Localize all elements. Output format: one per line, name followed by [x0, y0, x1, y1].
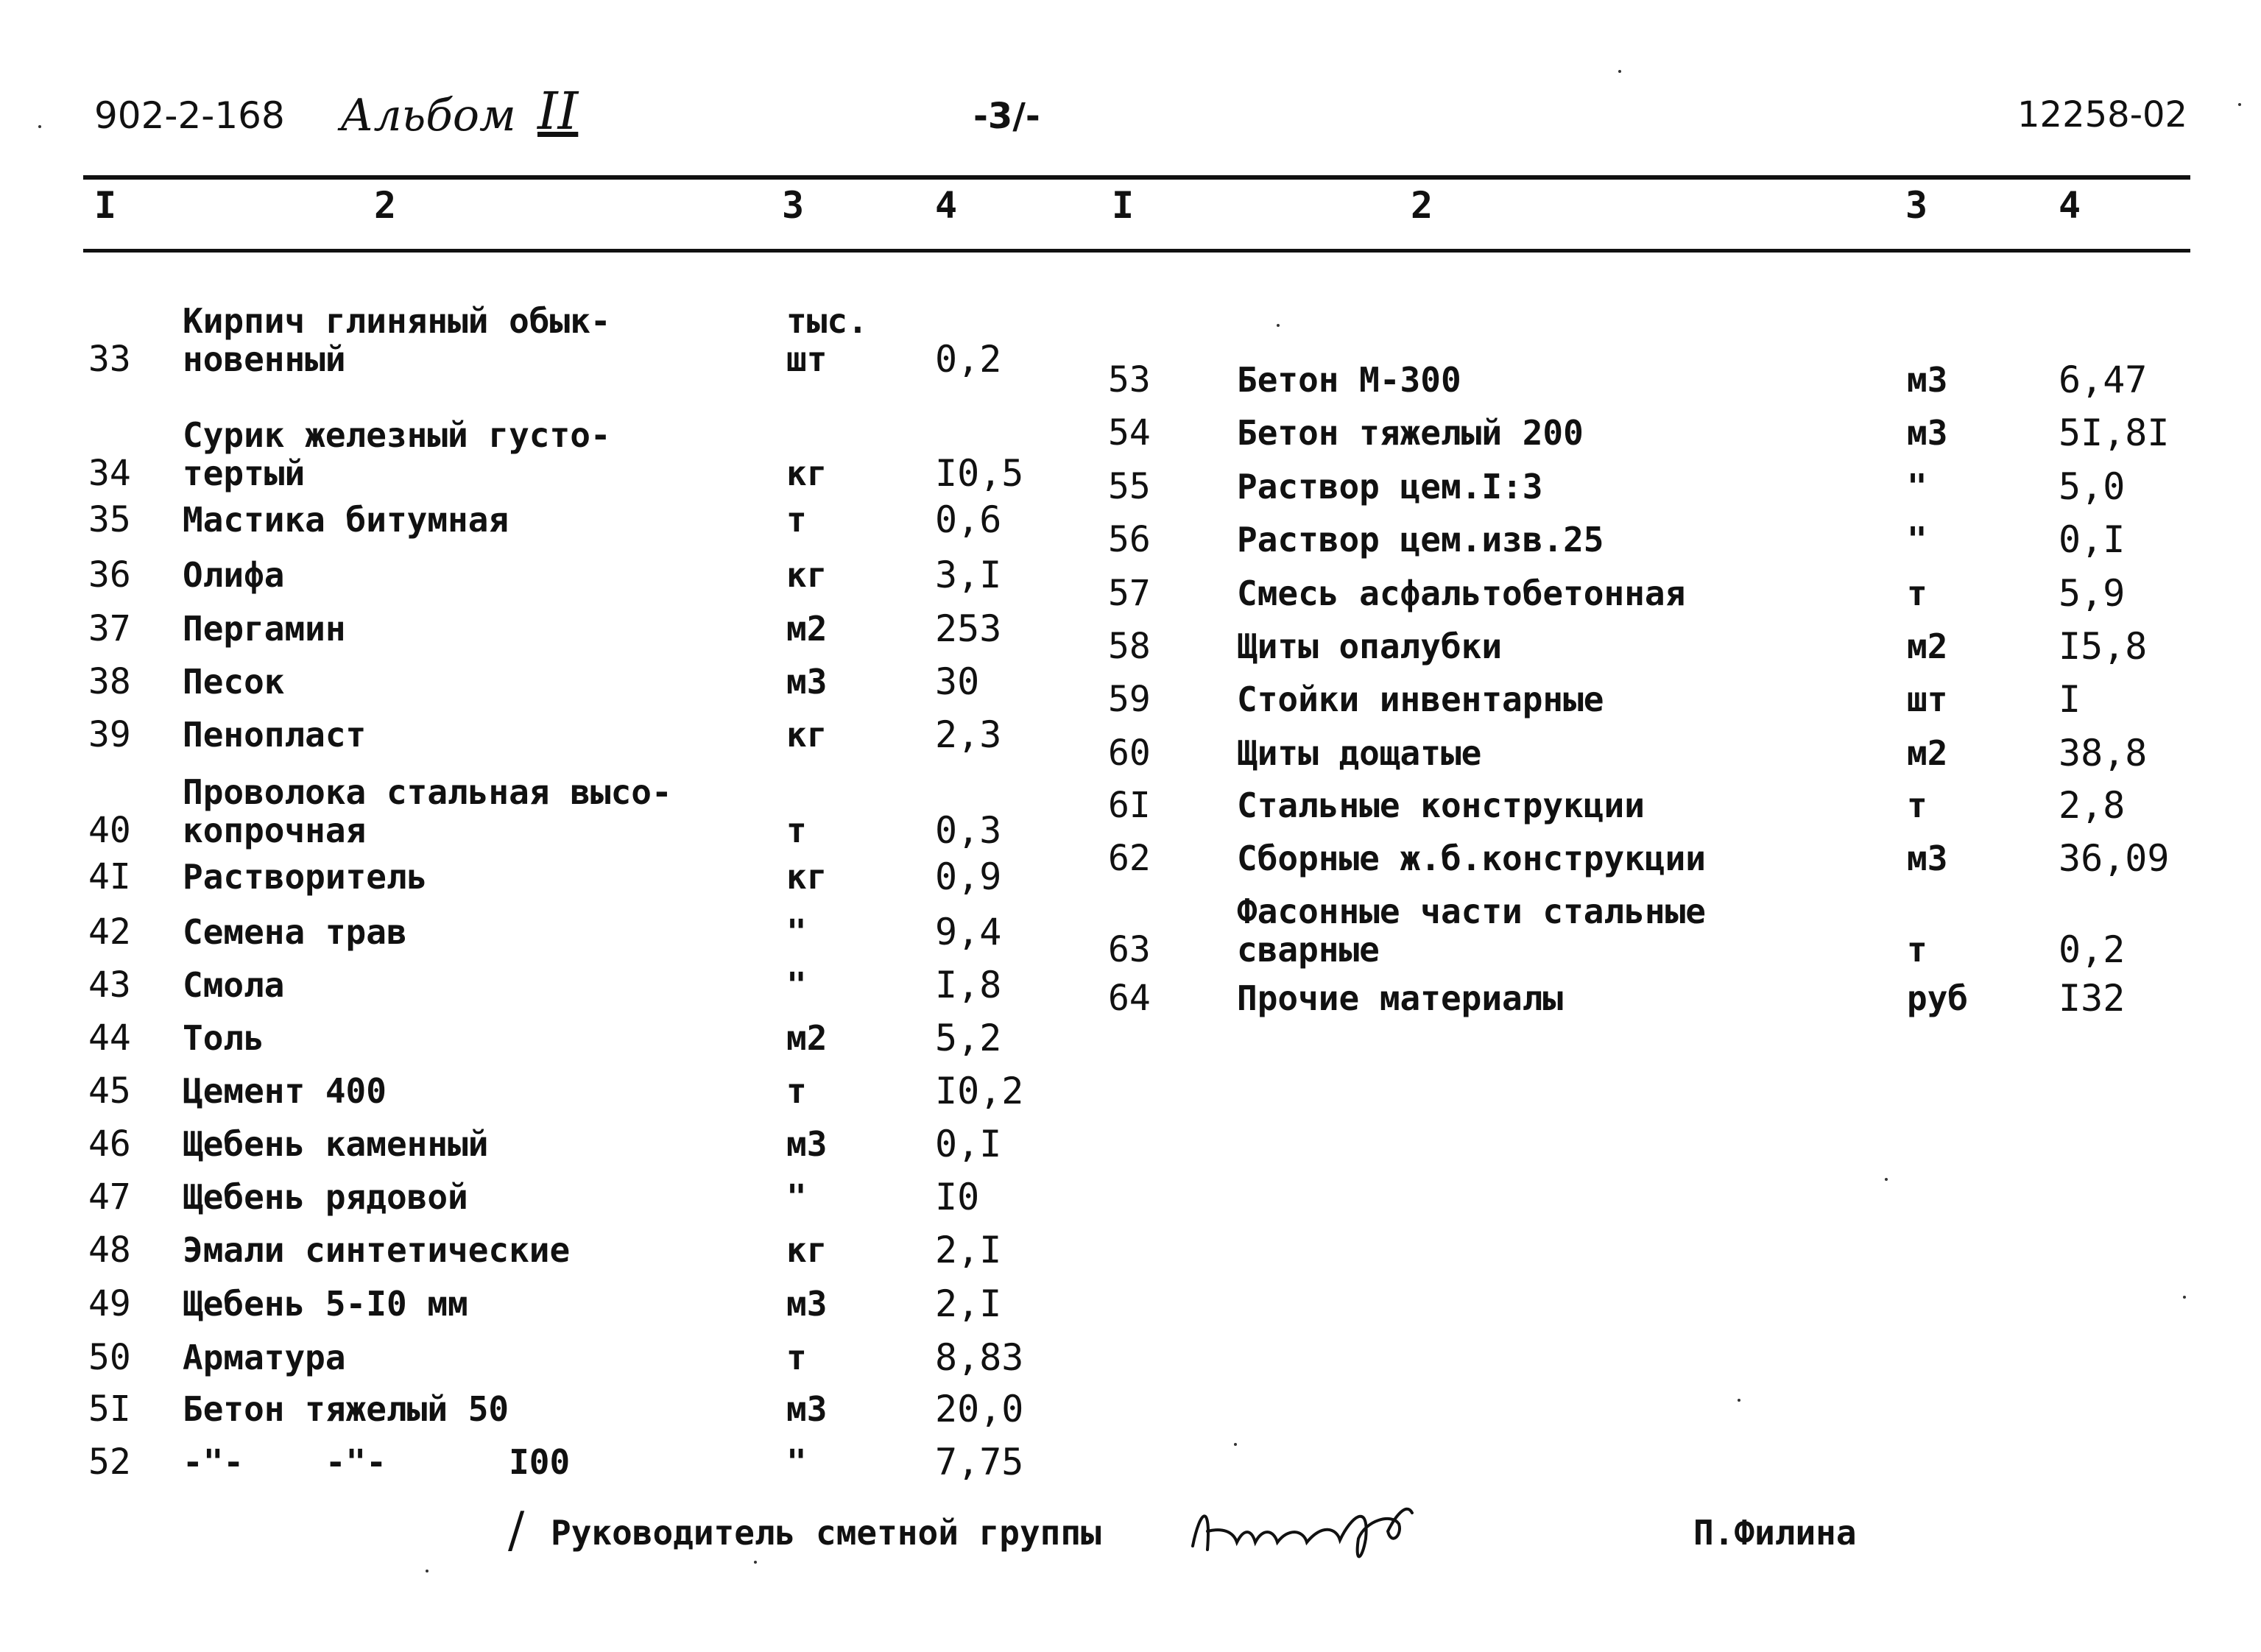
- left-row-quantity: I,8: [935, 964, 1002, 1006]
- left-row-number: 52: [88, 1441, 131, 1483]
- left-row-unit: ": [786, 1442, 807, 1482]
- right-row-unit: руб: [1907, 978, 1969, 1018]
- scan-speck: [1277, 324, 1280, 327]
- left-row-material-name: Смола: [183, 965, 285, 1005]
- scan-speck: [1885, 1178, 1888, 1181]
- right-row-unit: т: [1907, 930, 1927, 970]
- top-rule: [83, 175, 2190, 180]
- left-row-quantity: I0,5: [935, 452, 1024, 495]
- left-row-quantity: 9,4: [935, 911, 1002, 953]
- right-row-quantity: 5,0: [2059, 465, 2126, 508]
- handwritten-signature: [1178, 1487, 1472, 1568]
- left-row-material-name: Пенопласт: [183, 715, 367, 755]
- left-row-number: 46: [88, 1123, 131, 1165]
- left-row-quantity: 20,0: [935, 1388, 1024, 1430]
- left-row-quantity: 2,3: [935, 713, 1002, 756]
- right-row-unit: шт: [1907, 679, 1948, 719]
- left-row-material-name: Бетон тяжелый 50: [183, 1389, 509, 1429]
- left-row-quantity: 30: [935, 660, 980, 703]
- left-row-material-name: Кирпич глиняный обык- новенный: [183, 301, 611, 379]
- left-row-number: 36: [88, 554, 131, 596]
- right-row-unit: м3: [1907, 360, 1948, 400]
- right-row-number: 56: [1108, 519, 1151, 560]
- scan-speck: [2183, 1296, 2186, 1299]
- col-header-right-2: 2: [1411, 184, 1433, 227]
- right-row-quantity: 5I,8I: [2059, 412, 2170, 454]
- left-row-number: 34: [88, 453, 131, 494]
- left-row-unit: м2: [786, 1018, 828, 1058]
- left-row-quantity: 0,9: [935, 855, 1002, 898]
- left-row-quantity: 0,3: [935, 809, 1002, 852]
- left-row-unit: ": [786, 1177, 807, 1217]
- right-row-number: 6I: [1108, 785, 1151, 826]
- left-row-material-name: Толь: [183, 1018, 264, 1058]
- left-row-material-name: Арматура: [183, 1338, 346, 1377]
- scan-speck: [38, 125, 41, 128]
- col-header-right-3: 3: [1905, 184, 1928, 227]
- right-row-number: 64: [1108, 978, 1151, 1019]
- left-row-number: 50: [88, 1337, 131, 1378]
- left-row-number: 44: [88, 1017, 131, 1059]
- left-row-unit: м3: [786, 1284, 828, 1324]
- right-row-quantity: 36,09: [2059, 837, 2170, 880]
- left-row-unit: м2: [786, 609, 828, 649]
- left-row-quantity: 0,2: [935, 338, 1002, 381]
- left-row-number: 4I: [88, 856, 131, 897]
- left-row-unit: тыс. шт: [786, 301, 868, 379]
- footer-role: Руководитель сметной группы: [551, 1513, 1101, 1553]
- left-row-material-name: Растворитель: [183, 857, 428, 897]
- left-row-quantity: 5,2: [935, 1017, 1002, 1059]
- right-row-quantity: 0,I: [2059, 518, 2126, 561]
- left-row-unit: м3: [786, 662, 828, 702]
- right-row-quantity: I5,8: [2059, 625, 2148, 668]
- right-row-material-name: Стальные конструкции: [1237, 786, 1645, 825]
- album-label: Альбом: [340, 90, 516, 141]
- right-row-number: 53: [1108, 359, 1151, 400]
- right-row-unit: ": [1907, 467, 1927, 506]
- left-row-material-name: Проволока стальная высо- копрочная: [183, 772, 672, 850]
- col-header-left-3: 3: [782, 184, 805, 227]
- right-row-unit: т: [1907, 573, 1927, 613]
- album-numeral: II: [537, 81, 579, 141]
- right-row-material-name: Смесь асфальтобетонная: [1237, 573, 1686, 613]
- right-row-material-name: Стойки инвентарные: [1237, 679, 1604, 719]
- left-row-material-name: Щебень рядовой: [183, 1177, 468, 1217]
- right-row-material-name: Бетон тяжелый 200: [1237, 413, 1584, 453]
- right-row-material-name: Щиты опалубки: [1237, 626, 1503, 666]
- right-row-material-name: Щиты дощатые: [1237, 733, 1482, 773]
- left-row-number: 37: [88, 608, 131, 649]
- col-header-left-2: 2: [374, 184, 397, 227]
- left-row-number: 39: [88, 714, 131, 755]
- left-row-number: 40: [88, 810, 131, 851]
- left-row-quantity: 2,I: [935, 1229, 1002, 1271]
- right-row-unit: м2: [1907, 733, 1948, 773]
- right-row-quantity: 38,8: [2059, 732, 2148, 774]
- left-row-unit: ": [786, 912, 807, 952]
- right-row-number: 57: [1108, 573, 1151, 614]
- left-row-quantity: 8,83: [935, 1336, 1024, 1379]
- left-row-material-name: Сурик железный густо- тертый: [183, 415, 611, 493]
- left-row-material-name: Пергамин: [183, 609, 346, 649]
- right-row-material-name: Фасонные части стальные сварные: [1237, 892, 1706, 970]
- left-row-number: 35: [88, 499, 131, 540]
- left-row-material-name: Щебень 5-I0 мм: [183, 1284, 468, 1324]
- left-row-material-name: Олифа: [183, 555, 285, 595]
- right-row-number: 63: [1108, 929, 1151, 970]
- right-row-number: 59: [1108, 679, 1151, 720]
- right-row-unit: ": [1907, 520, 1927, 560]
- left-row-material-name: Эмали синтетические: [183, 1230, 571, 1270]
- header-rule: [83, 249, 2190, 253]
- left-row-number: 45: [88, 1070, 131, 1112]
- left-row-quantity: I0,2: [935, 1070, 1024, 1112]
- left-row-number: 38: [88, 661, 131, 702]
- right-row-material-name: Сборные ж.б.конструкции: [1237, 839, 1706, 878]
- col-header-right-4: 4: [2059, 184, 2081, 227]
- left-row-quantity: 2,I: [935, 1282, 1002, 1325]
- right-row-quantity: I: [2059, 678, 2081, 721]
- left-row-material-name: Мастика битумная: [183, 500, 509, 540]
- left-row-material-name: Щебень каменный: [183, 1124, 489, 1164]
- left-row-number: 47: [88, 1176, 131, 1218]
- col-header-left-4: 4: [935, 184, 958, 227]
- left-row-unit: ": [786, 965, 807, 1005]
- left-row-number: 5I: [88, 1388, 131, 1430]
- left-row-number: 48: [88, 1229, 131, 1271]
- footer-slash: /: [508, 1502, 525, 1559]
- right-row-number: 54: [1108, 412, 1151, 453]
- left-row-material-name: Цемент 400: [183, 1071, 387, 1111]
- left-row-unit: кг: [786, 555, 828, 595]
- right-row-unit: м3: [1907, 839, 1948, 878]
- left-row-number: 33: [88, 339, 131, 380]
- left-row-quantity: I0: [935, 1176, 980, 1218]
- right-row-number: 55: [1108, 466, 1151, 507]
- left-row-quantity: 253: [935, 607, 1002, 650]
- right-row-quantity: 0,2: [2059, 928, 2126, 971]
- right-row-material-name: Раствор цем.изв.25: [1237, 520, 1604, 560]
- scan-speck: [426, 1570, 428, 1572]
- right-row-material-name: Прочие материалы: [1237, 978, 1564, 1018]
- left-row-unit: кг: [786, 453, 828, 493]
- left-row-number: 43: [88, 964, 131, 1006]
- scan-speck: [1618, 70, 1621, 73]
- scan-speck: [754, 1561, 757, 1564]
- col-header-right-1: I: [1112, 184, 1135, 227]
- right-row-material-name: Раствор цем.I:3: [1237, 467, 1543, 506]
- left-row-unit: кг: [786, 715, 828, 755]
- right-row-quantity: 2,8: [2059, 784, 2126, 827]
- left-row-unit: м3: [786, 1389, 828, 1429]
- left-row-quantity: 0,I: [935, 1123, 1002, 1165]
- right-row-material-name: Бетон М-300: [1237, 360, 1461, 400]
- scan-speck: [1738, 1399, 1740, 1402]
- left-row-material-name: Песок: [183, 662, 285, 702]
- document-code: 902-2-168: [94, 94, 285, 137]
- right-row-unit: м3: [1907, 413, 1948, 453]
- left-row-number: 42: [88, 911, 131, 953]
- right-row-quantity: I32: [2059, 977, 2126, 1020]
- scan-speck: [2238, 103, 2241, 106]
- sheet-reference: 12258-02: [2017, 94, 2188, 135]
- col-header-left-1: I: [94, 184, 117, 227]
- left-row-unit: кг: [786, 857, 828, 897]
- left-row-unit: т: [786, 811, 807, 850]
- left-row-quantity: 3,I: [935, 554, 1002, 596]
- left-row-quantity: 7,75: [935, 1441, 1024, 1483]
- right-row-unit: т: [1907, 786, 1927, 825]
- left-row-unit: м3: [786, 1124, 828, 1164]
- page-marker: -3/-: [973, 96, 1040, 137]
- right-row-number: 60: [1108, 733, 1151, 774]
- footer-signatory-name: П.Филина: [1693, 1513, 1857, 1553]
- right-row-number: 58: [1108, 626, 1151, 667]
- left-row-material-name: -"- -"- I00: [183, 1442, 571, 1482]
- left-row-unit: кг: [786, 1230, 828, 1270]
- scan-speck: [1234, 1443, 1237, 1446]
- right-row-quantity: 6,47: [2059, 359, 2148, 401]
- left-row-quantity: 0,6: [935, 498, 1002, 541]
- right-row-number: 62: [1108, 838, 1151, 879]
- left-row-material-name: Семена трав: [183, 912, 407, 952]
- right-row-quantity: 5,9: [2059, 572, 2126, 615]
- left-row-number: 49: [88, 1283, 131, 1324]
- left-row-unit: т: [786, 1071, 807, 1111]
- left-row-unit: т: [786, 1338, 807, 1377]
- right-row-unit: м2: [1907, 626, 1948, 666]
- left-row-unit: т: [786, 500, 807, 540]
